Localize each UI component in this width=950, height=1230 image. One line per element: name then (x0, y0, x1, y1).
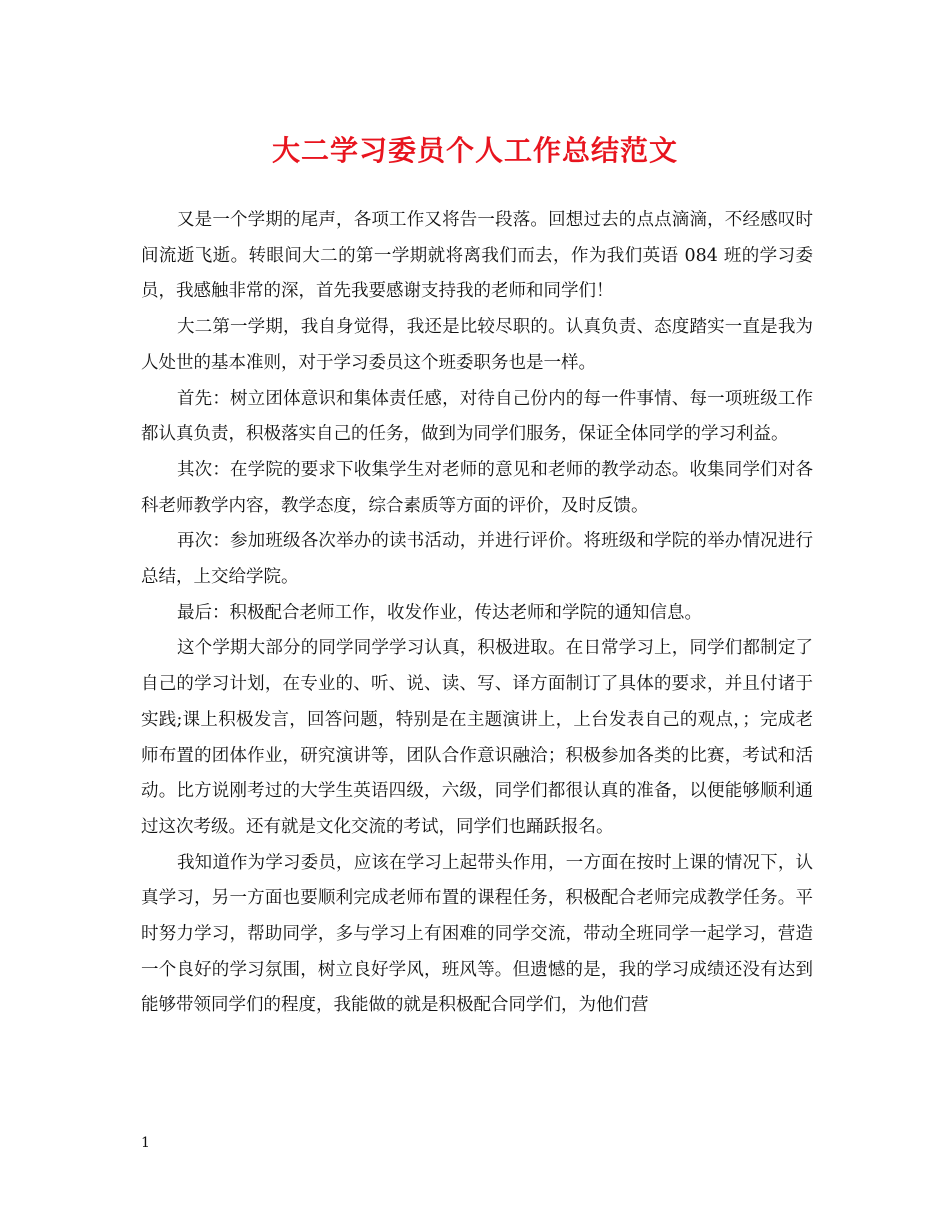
paragraph: 我知道作为学习委员，应该在学习上起带头作用，一方面在按时上课的情况下，认真学习，另一方面也要顺利完成老师布置的课程任务，积极配合老师完成教学任务。平时努力学习，帮助同学，多与学习上有困难的同学交流，带动全班同学一起学习，营造一个良好的学习氛围，树立良好学风，班风等。但遗憾的是，我的学习成绩还没有达到能够带领同学们的程度，我能做的就是积极配合同学们，为他们营 (141, 852, 813, 1016)
paragraph: 大二第一学期，我自身觉得，我还是比较尽职的。认真负责、态度踏实一直是我为人处世的基本准则，对于学习委员这个班委职务也是一样。 (141, 317, 813, 373)
paragraph: 又是一个学期的尾声，各项工作又将告一段落。回想过去的点点滴滴，不经感叹时间流逝飞逝。转眼间大二的第一学期就将离我们而去，作为我们英语 084 班的学习委员，我感触非常的深，首先我要感谢支持我的老师和同学们！ (141, 210, 813, 302)
page-number: 1 (141, 1135, 150, 1151)
paragraph: 再次：参加班级各次举办的读书活动，并进行评价。将班级和学院的举办情况进行总结，上交给学院。 (141, 531, 813, 588)
paragraph: 最后：积极配合老师工作，收发作业，传达老师和学院的通知信息。 (177, 602, 702, 623)
paragraph: 这个学期大部分的同学同学学习认真，积极进取。在日常学习上，同学们都制定了自己的学习计划，在专业的、听、说、读、写、译方面制订了具体的要求，并且付诸于实践;课上积极发言，回答问题，特别是在主题演讲上，上台发表自己的观点，；完成老师布置的团体作业，研究演讲等，团队合作意识融洽；积极参加各类的比赛，考试和活动。比方说刚考过的大学生英语四级，六级，同学们都很认真的准备，以便能够顺利通过这次考级。还有就是文化交流的考试，同学们也踊跃报名。 (141, 638, 813, 837)
paragraph: 其次：在学院的要求下收集学生对老师的意见和老师的教学动态。收集同学们对各科老师教学内容，教学态度，综合素质等方面的评价，及时反馈。 (141, 459, 813, 516)
document-title: 大二学习委员个人工作总结范文 (271, 134, 678, 167)
paragraph: 首先：树立团体意识和集体责任感，对待自己份内的每一件事情、每一项班级工作都认真负责，积极落实自己的任务，做到为同学们服务，保证全体同学的学习利益。 (141, 388, 813, 445)
document-body (141, 203, 813, 1024)
